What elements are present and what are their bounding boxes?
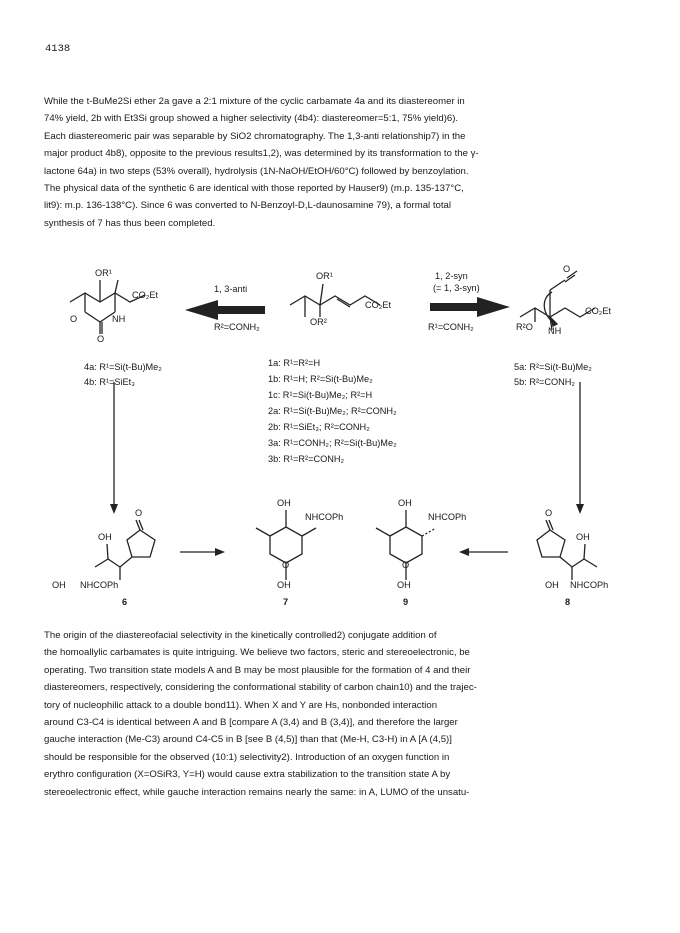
- text-line: should be responsible for the observed (10:1) selectivity2). Introduction of an oxygen function in: [44, 751, 450, 763]
- label-oh: OH: [398, 498, 412, 508]
- text-line: The physical data of the synthetic 6 are identical with those reported by Hauser9) (m.p. 135-137°C,: [44, 183, 464, 195]
- label-nhcoph: NHCOPh: [305, 512, 344, 522]
- compound-3b: 3b: R¹=R²=CONH₂: [268, 454, 345, 464]
- compound-2b: 2b: R¹=SiEt₃; R²=CONH₂: [268, 422, 370, 432]
- text-line: tory of nucleophilic attack to a double bond11). When X and Y are Hs, nonbonded interaction: [44, 699, 438, 711]
- text-line: the homoallylic carbamates is quite intriguing. We believe two factors, steric and stereoelectronic, be: [44, 647, 470, 659]
- text-line: The origin of the diastereofacial selectivity in the kinetically controlled2) conjugate addition of: [44, 630, 437, 641]
- reagent-left: R²=CONH₂: [214, 322, 260, 332]
- label-or2: OR²: [310, 317, 327, 327]
- label-or1: OR¹: [316, 271, 333, 281]
- compound-1a: 1a: R¹=R²=H: [268, 358, 321, 368]
- label-o: O: [135, 508, 143, 518]
- text-line: diastereomers, respectively, considering the conformational stability of carbon chain10) and the trajec-: [44, 682, 477, 694]
- label-o: O: [545, 508, 553, 518]
- text-line: gauche interaction (Me-C3) around C4-C5 in B [see B (4,5)] than that (Me-H, C3-H) in A [A (4,5)]: [44, 734, 452, 746]
- compound-1c: 1c: R¹=Si(t-Bu)Me₂; R²=H: [268, 390, 373, 400]
- label-co2et: CO₂Et: [365, 300, 392, 310]
- label-co2et: CO₂Et: [585, 306, 612, 316]
- arrow-right-label-1: 1, 2-syn: [435, 271, 468, 281]
- text-line: Each diastereomeric pair was separable by SiO2 chromatography. The 1,3-anti relationship7) in the: [44, 130, 466, 142]
- label-nhcoph: NHCOPh: [80, 580, 119, 590]
- reaction-scheme: [40, 262, 650, 612]
- compound-3a: 3a: R¹=CONH₂; R²=Si(t-Bu)Me₂: [268, 438, 397, 448]
- paragraph-discussion: [44, 627, 642, 801]
- page-number: 4138: [45, 43, 71, 55]
- text-line: operating. Two transition state models A and B may be most plausible for the formation of 4 and their: [44, 664, 471, 676]
- text-line: erythro configuration (X=OSiR3, Y=H) would cause extra stabilization to the transition state A by: [44, 769, 451, 781]
- label-oh: OH: [576, 532, 590, 542]
- text-line: stereoelectronic effect, while gauche interaction remains nearly the same: in A, LUMO of the unsatu-: [44, 786, 470, 798]
- text-line: While the t-BuMe2Si ether 2a gave a 2:1 mixture of the cyclic carbamate 4a and its diastereomer in: [44, 96, 465, 107]
- compound-1b: 1b: R¹=H; R²=Si(t-Bu)Me₂: [268, 374, 373, 384]
- reagent-right: R¹=CONH₂: [428, 322, 474, 332]
- label-r2o: R²O: [516, 322, 533, 332]
- label-o: O: [402, 560, 410, 570]
- label-oh: OH: [52, 580, 66, 590]
- structure-4: [70, 280, 145, 334]
- scheme-drawing: [40, 262, 650, 612]
- label-o: O: [70, 314, 78, 324]
- label-co2et: CO₂Et: [132, 290, 159, 300]
- label-oh: OH: [277, 498, 291, 508]
- label-o: O: [97, 334, 105, 344]
- compound-4b: 4b: R¹=SiEt₃: [84, 377, 135, 387]
- text-line: major product 4b8), opposite to the previous results1,2), was determined by its transformation to the γ-: [44, 148, 479, 160]
- arrow-right-label-2: (= 1, 3-syn): [433, 283, 480, 293]
- label-oh: OH: [397, 580, 411, 590]
- structure-8: [537, 520, 597, 580]
- label-compound-7: 7: [283, 597, 289, 607]
- compound-2a: 2a: R¹=Si(t-Bu)Me₂; R²=CONH₂: [268, 406, 397, 416]
- label-or1: OR¹: [95, 268, 112, 278]
- label-nh: NH: [548, 326, 562, 336]
- label-compound-8: 8: [565, 597, 571, 607]
- label-nhcoph: NHCOPh: [570, 580, 609, 590]
- text-line: lit9): m.p. 136-138°C). Since 6 was converted to N-Benzoyl-D,L-daunosamine 79), a formal total: [44, 200, 451, 212]
- compound-5b: 5b: R²=CONH₂: [514, 377, 576, 387]
- text-line: 74% yield, 2b with Et3Si group showed a higher selectivity (4b4): diastereomer=5:1, 75% yield)6).: [44, 113, 459, 125]
- text-line: synthesis of 7 has thus been completed.: [44, 217, 216, 229]
- text-line: around C3-C4 is identical between A and B [compare A (3,4) and B (3,4)], and therefore the larger: [44, 717, 458, 729]
- arrow-left: [185, 300, 265, 320]
- arrow-left-label: 1, 3-anti: [214, 284, 248, 294]
- compound-4a: 4a: R¹=Si(t-Bu)Me₂: [84, 362, 162, 372]
- text-line: lactone 64a) in two steps (53% overall), hydrolysis (1N-NaOH/EtOH/60°C) followed by benzoylation.: [44, 165, 469, 177]
- label-nhcoph: NHCOPh: [428, 512, 467, 522]
- structure-6: [95, 520, 155, 580]
- label-nh: NH: [112, 314, 126, 324]
- arrow-right: [430, 297, 510, 317]
- paragraph-synthesis: [44, 93, 642, 232]
- label-oh: OH: [98, 532, 112, 542]
- label-oh: OH: [545, 580, 559, 590]
- label-o: O: [563, 264, 571, 274]
- label-compound-9: 9: [403, 597, 409, 607]
- label-o: O: [282, 560, 290, 570]
- label-oh: OH: [277, 580, 291, 590]
- label-compound-6: 6: [122, 597, 128, 607]
- compound-5a: 5a: R²=Si(t-Bu)Me₂: [514, 362, 592, 372]
